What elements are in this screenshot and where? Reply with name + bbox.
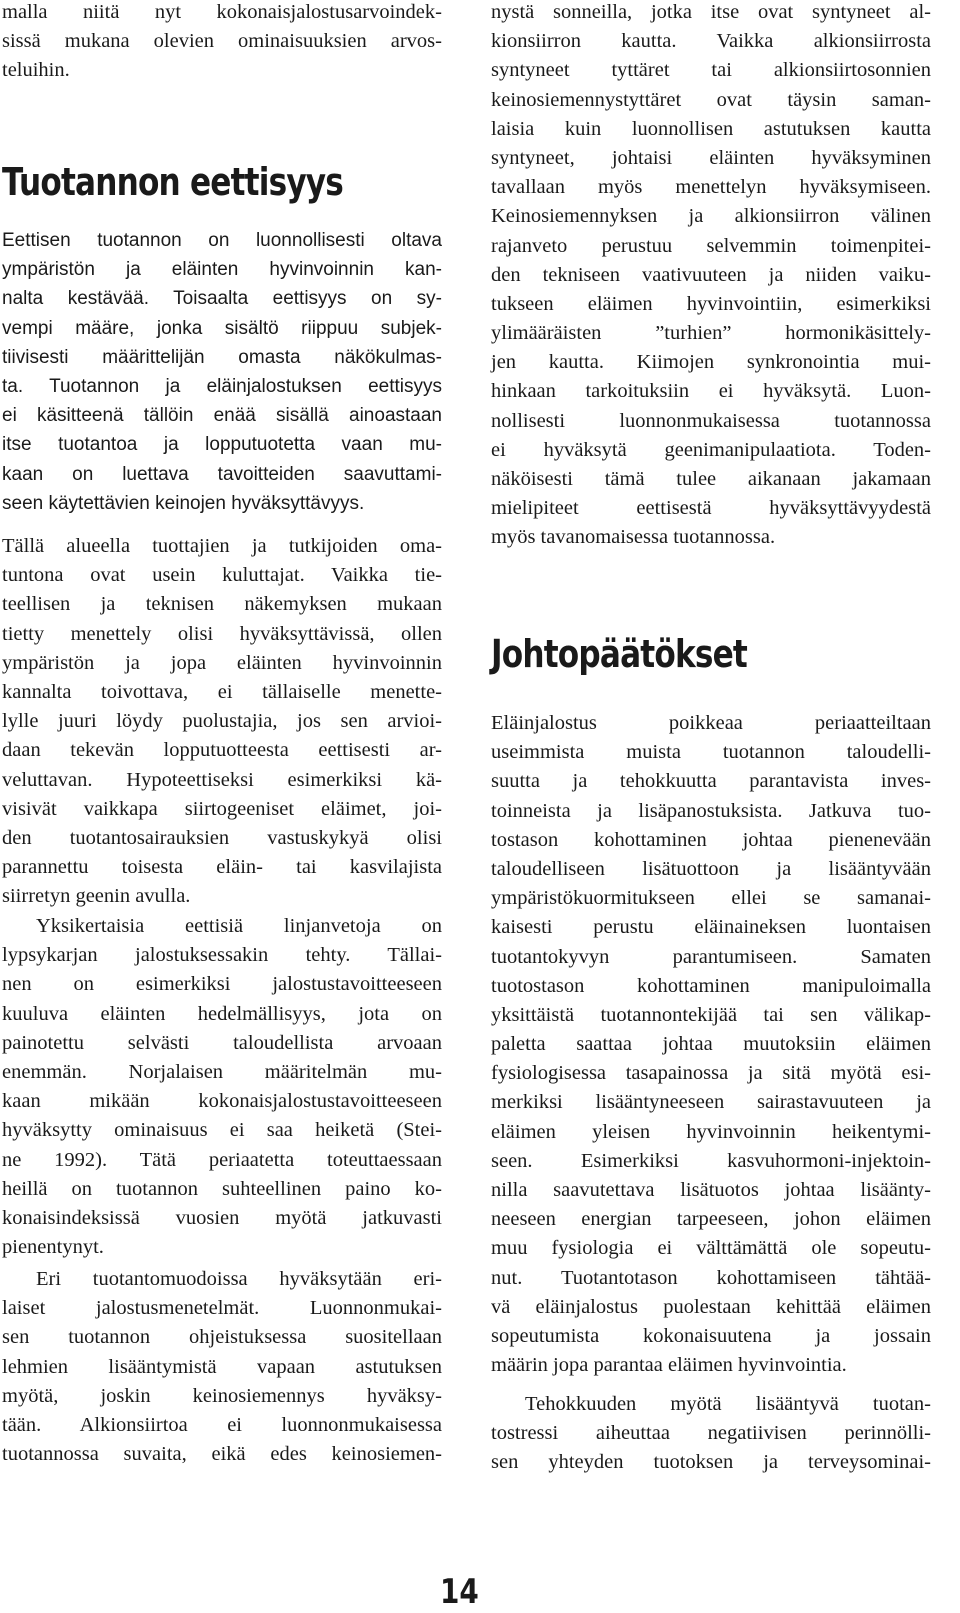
text-line: näköisesti tämä tulee aikanaan jakamaan <box>491 468 931 490</box>
text-line: muu fysiologia ei välttämättä ole sopeutu- <box>491 1237 931 1260</box>
section-heading-ethics: Tuotannon eettisyys <box>2 160 344 204</box>
paragraph <box>491 0 931 553</box>
text-line: tuntona ovat usein kuluttajat. Vaikka tie- <box>2 564 442 587</box>
text-line: ylimääräisten ”turhien” hormonikäsittely- <box>491 322 931 345</box>
text-line: nen on esimerkiksi jalostustavoitteeseen <box>2 973 442 996</box>
text-line: siirretyn geenin avulla. <box>2 885 191 908</box>
text-line: yksittäistä tuotannontekijää tai sen välikap- <box>491 1003 931 1026</box>
text-line: kuuluva eläinten hedelmällisyys, jota on <box>2 1002 442 1025</box>
text-line: toinneista ja lisäpanostuksista. Jatkuva tuo- <box>491 799 931 822</box>
text-line: tostressi aiheuttaa negatiivisen perinnölli- <box>491 1422 931 1445</box>
text-line: kionsiirron kautta. Vaikka alkionsiirrosta <box>491 30 931 53</box>
text-line: malla niitä nyt kokonaisjalostusarvoindek- <box>2 1 442 23</box>
text-line: seen käytettävien keinojen hyväksyttävyys. <box>2 492 365 514</box>
text-line: mielipiteet eettisestä hyväksyttävyydestä <box>491 497 931 520</box>
text-line: laiset jalostusmenetelmät. Luonnonmukai- <box>2 1297 442 1320</box>
text-line: visivät vaikkapa siirtogeeniset eläimet, joi- <box>2 797 442 820</box>
text-line: Tehokkuuden myötä lisääntyvä tuotan- <box>525 1393 931 1415</box>
text-line: syntyneet tyttäret tai alkionsiirtosonnien <box>491 59 931 82</box>
text-line: ympäristökuormitukseen ellei se samanai- <box>491 887 931 910</box>
text-line: parannettu toisesta eläin- tai kasvilajista <box>2 856 442 879</box>
text-line: itse tuotantoa ja lopputuotetta vaan mu- <box>2 434 442 456</box>
paragraph <box>2 1265 442 1469</box>
text-line: tuotostason kohottaminen manipuloimalla <box>491 974 931 997</box>
text-line: suutta ja tehokkuutta parantavista inves- <box>491 770 931 793</box>
text-line: konaisindeksissä vuosien myötä jatkuvasti <box>2 1206 442 1229</box>
text-line: hinkaan tarkoituksiin ei hyväksytä. Luon- <box>491 380 931 403</box>
intro-paragraph <box>2 0 442 86</box>
text-line: vempi määre, jonka sisältö riippuu subjek- <box>2 317 442 339</box>
text-line: sen tuotannon ohjeistuksessa suositellaan <box>2 1326 442 1349</box>
text-line: seen. Esimerkiksi kasvuhormoni-injektoin- <box>491 1149 931 1172</box>
text-line: Tällä alueella tuottajien ja tutkijoiden oma- <box>2 535 442 557</box>
text-line: teellisen ja teknisen näkemyksen mukaan <box>2 593 442 616</box>
text-line: ympäristön ja jopa eläinten hyvinvoinnin <box>2 651 442 674</box>
text-line: nollisesti luonnonmukaisessa tuotannossa <box>491 409 931 432</box>
text-line: rajanveto perustuu selvemmin toimenpitei- <box>491 234 931 257</box>
text-line: useimmista muista tuotannon taloudelli- <box>491 741 931 764</box>
paragraph <box>2 912 442 1262</box>
text-line: syntyneet, johtaisi eläinten hyväksyminen <box>491 146 931 169</box>
text-line: tiivisesti määrittelijän omasta näkökulmas- <box>2 346 442 368</box>
text-line: enemmän. Norjalaisen määritelmän mu- <box>2 1060 442 1083</box>
text-line: hyväksytty ominaisuus ei saa heiketä (Stei- <box>2 1119 442 1142</box>
text-line: kaisesti perustu eläinaineksen luontaisen <box>491 916 931 939</box>
text-line: vä eläinjalostus puolestaan kehittää eläimen <box>491 1295 931 1318</box>
text-line: den tekniseen vaativuuteen ja niiden vaiku- <box>491 263 931 286</box>
text-line: jen kautta. Kiimojen synkronointia mui- <box>491 351 931 374</box>
text-line: sopeutumista kokonaisuutena ja jossain <box>491 1324 931 1347</box>
text-line: myötä, joskin keinosiemennys hyväksy- <box>2 1384 442 1407</box>
text-line: neeseen energian tarpeeseen, johon eläimen <box>491 1208 931 1231</box>
sans-paragraph <box>2 226 442 518</box>
text-line: ei hyväksytä geenimanipulaatiota. Toden- <box>491 438 931 461</box>
text-line: sissä mukana olevien ominaisuuksien arvos- <box>2 30 442 53</box>
text-line: Eläinjalostus poikkeaa periaatteiltaan <box>491 712 931 734</box>
text-line: painotettu selvästi taloudellista arvoaan <box>2 1031 442 1054</box>
paragraph <box>491 709 931 1380</box>
page-number: 14 <box>440 1572 479 1612</box>
text-line: nalta kestävää. Toisaalta eettisyys on sy- <box>2 288 442 310</box>
text-line: eläimen yleisen hyvinvoinnin heikentymi- <box>491 1120 931 1143</box>
text-line: kannalta toivottava, ei tällaiselle menette- <box>2 680 442 703</box>
text-line: heillä on tuotannon suhteellinen paino ko- <box>2 1177 442 1200</box>
text-line: Eettisen tuotannon on luonnollisesti oltava <box>2 230 442 251</box>
text-line: nilla saavutettava lisätuotos johtaa lisäänty- <box>491 1179 931 1201</box>
text-line: Eri tuotantomuodoissa hyväksytään eri- <box>36 1268 442 1290</box>
text-line: tään. Alkionsiirtoa ei luonnonmukaisessa <box>2 1413 442 1436</box>
text-line: tukseen eläimen hyvinvointiin, esimerkiksi <box>491 292 931 315</box>
text-line: keinosiemennystyttäret ovat täysin saman- <box>491 88 931 111</box>
text-line: tostason kohottaminen johtaa pienenevään <box>491 828 931 851</box>
text-line: ne 1992). Tätä periaatetta toteuttaessaan <box>2 1148 442 1171</box>
text-line: paletta saattaa johtaa muutoksiin eläimen <box>491 1033 931 1056</box>
text-line: kaan mikään kokonaisjalostustavoitteeseen <box>2 1090 442 1113</box>
text-line: fysiologisessa tasapainossa ja sitä myötä esi- <box>491 1062 931 1085</box>
text-line: Keinosiemennyksen ja alkionsiirron välinen <box>491 205 931 228</box>
text-line: daan tekevän lopputuotteesta eettisesti ar- <box>2 739 442 762</box>
section-heading-conclusions: Johtopäätökset <box>491 632 747 676</box>
text-line: tuotantokyvyn parantumiseen. Samaten <box>491 945 931 968</box>
text-line: sen yhteyden tuotoksen ja terveysominai- <box>491 1451 931 1474</box>
text-line: ei käsitteenä tällöin enää sisällä ainoastaan <box>2 405 442 427</box>
text-line: teluihin. <box>2 59 70 82</box>
text-line: veluttavan. Hypoteettiseksi esimerkiksi kä- <box>2 768 442 791</box>
text-line: pienentynyt. <box>2 1236 104 1259</box>
text-line: taloudelliseen lisätuottoon ja lisääntyvään <box>491 857 931 880</box>
text-line: nut. Tuotantotason kohottamiseen tähtää- <box>491 1266 931 1289</box>
text-line: den tuotantosairauksien vastuskykyä olisi <box>2 826 442 849</box>
text-line: merkiksi lisääntyneeseen sairastavuuteen ja <box>491 1091 931 1114</box>
text-line: tietty menettely olisi hyväksyttävissä, ollen <box>2 622 442 645</box>
text-line: lypsykarjan jalostuksessakin tehty. Tällai- <box>2 944 442 967</box>
text-line: lehmien lisääntymistä vapaan astutuksen <box>2 1355 442 1378</box>
text-line: määrin jopa parantaa eläimen hyvinvointia. <box>491 1354 847 1377</box>
text-line: lylle juuri löydy puolustajia, jos sen arvioi- <box>2 710 442 733</box>
text-line: tuotannossa suvaita, eikä edes keinosiemen- <box>2 1443 442 1466</box>
text-line: myös tavanomaisessa tuotannossa. <box>491 526 776 549</box>
text-line: tavallaan myös menettelyn hyväksymiseen. <box>491 176 931 199</box>
text-line: kaan on luettava tavoitteiden saavuttami- <box>2 463 442 485</box>
paragraph <box>491 1390 931 1478</box>
text-line: ympäristön ja eläinten hyvinvoinnin kan- <box>2 259 442 281</box>
text-line: ta. Tuotannon ja eläinjalostuksen eettisyys <box>2 375 442 397</box>
text-line: nystä sonneilla, jotka itse ovat syntyneet al- <box>491 1 931 23</box>
text-line: laisia kuin luonnollisen astutuksen kautta <box>491 117 931 140</box>
text-line: Yksikertaisia eettisiä linjanvetoja on <box>36 915 442 937</box>
paragraph <box>2 532 442 911</box>
